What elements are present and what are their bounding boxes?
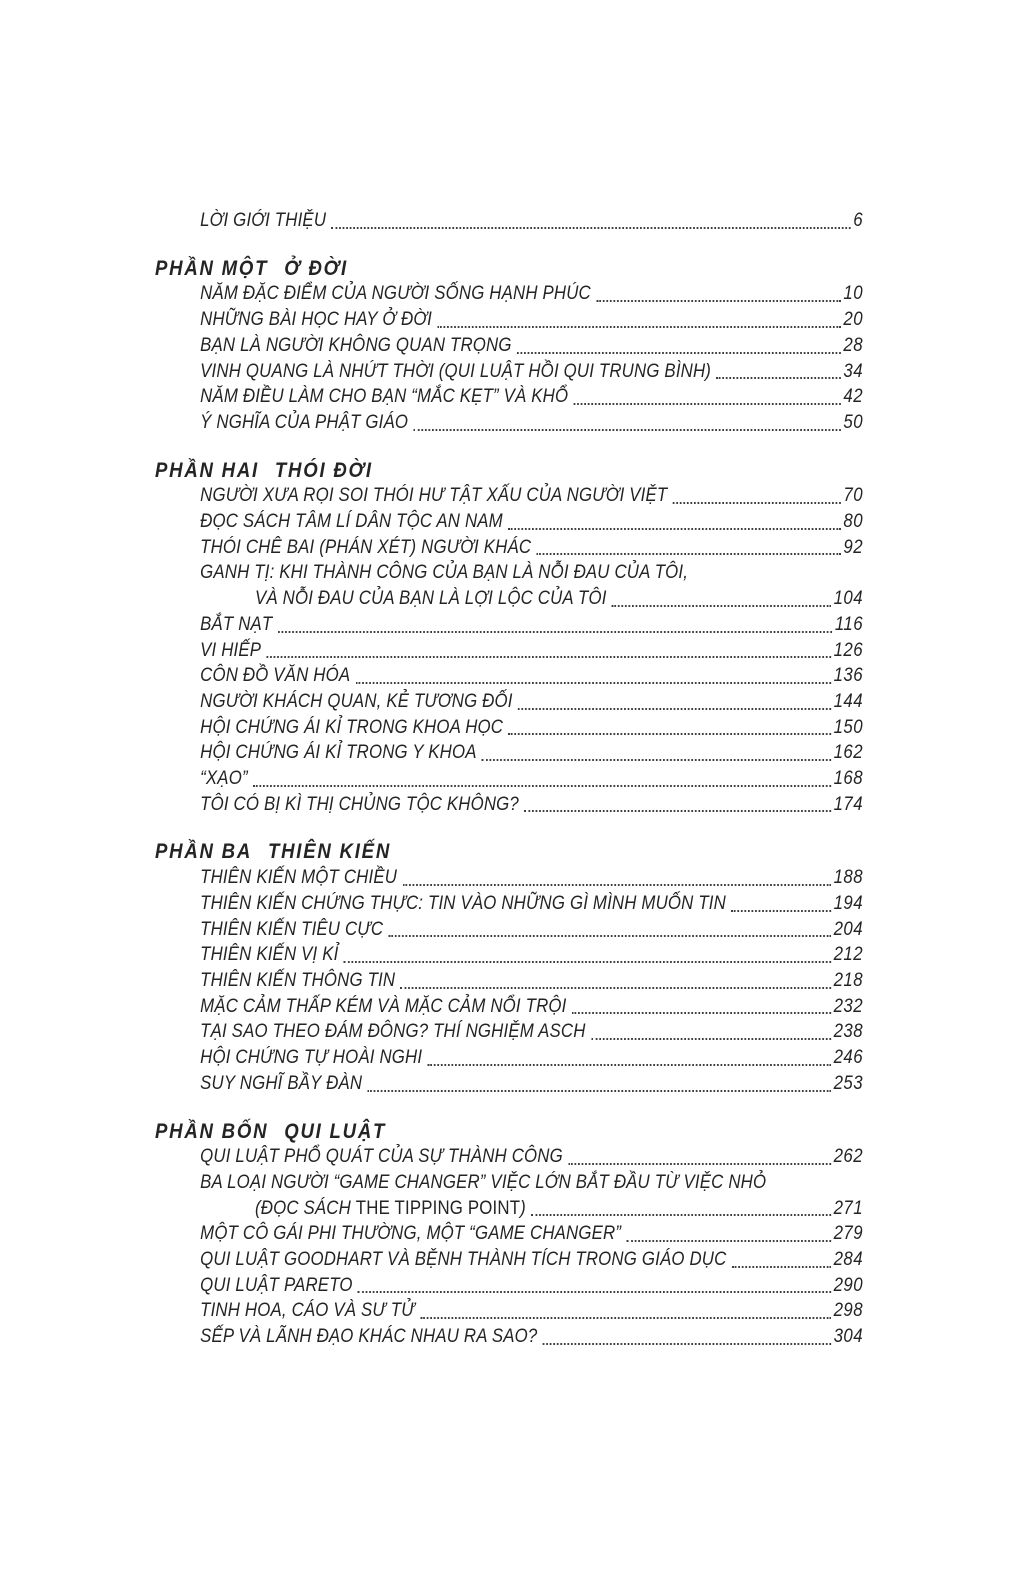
dot-leader (626, 1240, 831, 1242)
dot-leader (413, 429, 840, 431)
toc-entry-row (200, 410, 863, 436)
entry-title: HỘI CHỨNG TỰ HOÀI NGHI (200, 1047, 423, 1069)
page-number: 262 (833, 1146, 863, 1168)
page-number: 194 (833, 892, 863, 914)
page-number: 126 (833, 639, 863, 661)
toc-entry-row (200, 865, 863, 891)
entry-title: MỘT CÔ GÁI PHI THƯỜNG, MỘT “GAME CHANGER” (200, 1223, 622, 1245)
toc-entry-row (200, 384, 863, 410)
entry-title (255, 1196, 526, 1222)
entry-title: VI HIẾP (200, 639, 262, 661)
toc-entry-row (200, 891, 863, 917)
toc-entry-row (200, 509, 863, 535)
toc-entry-row (200, 942, 863, 968)
entry-title: THIÊN KIẾN VỊ KỈ (200, 944, 339, 966)
toc-entry-row (200, 994, 863, 1020)
entry-title: THIÊN KIẾN TIÊU CỰC (200, 918, 384, 940)
entry-title-segment: ) (520, 1197, 526, 1219)
entry-title: LỜI GIỚI THIỆU (200, 210, 327, 231)
entry-title: THIÊN KIẾN THÔNG TIN (200, 969, 396, 991)
entry-title: TÔI CÓ BỊ KÌ THỊ CHỦNG TỘC KHÔNG? (200, 793, 519, 815)
entry-continuation-line (200, 560, 863, 586)
frontmatter-block (200, 208, 863, 234)
toc-entry-row (200, 1144, 863, 1170)
section (155, 839, 863, 1096)
entry-title: QUI LUẬT PHỔ QUÁT CỦA SỰ THÀNH CÔNG (200, 1146, 563, 1168)
dot-leader (732, 1266, 831, 1268)
dot-leader (367, 1090, 831, 1092)
section-entries (200, 281, 863, 435)
page-number: 218 (833, 969, 863, 991)
section-title-label: THIÊN KIẾN (267, 840, 392, 864)
toc-entry-row (255, 1196, 863, 1222)
toc-entry-row (200, 208, 863, 234)
page-number: 10 (843, 283, 863, 305)
section (155, 458, 863, 818)
dot-leader (331, 227, 850, 229)
page-number: 204 (833, 918, 863, 940)
dot-leader (536, 553, 840, 555)
section-part-label: PHẦN BỐN (155, 1119, 269, 1143)
section-part-label: PHẦN HAI (155, 458, 260, 482)
dot-leader (388, 935, 831, 937)
section-title-label: QUI LUẬT (284, 1119, 387, 1143)
toc-entry-row (200, 917, 863, 943)
dot-leader (508, 733, 831, 735)
page-number: 150 (833, 716, 863, 738)
toc-entry-row (200, 1019, 863, 1045)
toc-entry-row (200, 535, 863, 561)
dot-leader (612, 605, 831, 607)
toc-entry-row (200, 968, 863, 994)
page-number: 253 (833, 1072, 863, 1094)
page-number: 174 (833, 793, 863, 815)
page-number: 162 (833, 742, 863, 764)
page-number: 212 (833, 944, 863, 966)
toc-entry-row (200, 663, 863, 689)
toc-entry-row (200, 1273, 863, 1299)
page-number: 20 (843, 309, 863, 331)
entry-title: THÓI CHÊ BAI (PHÁN XÉT) NGƯỜI KHÁC (200, 536, 532, 558)
dot-leader (508, 528, 841, 530)
dot-leader (420, 1317, 831, 1319)
section (155, 256, 863, 436)
entry-title: NGƯỜI KHÁCH QUAN, KẺ TƯƠNG ĐỐI (200, 690, 513, 712)
dot-leader (572, 1012, 831, 1014)
entry-title: HỘI CHỨNG ÁI KỈ TRONG Y KHOA (200, 742, 477, 764)
entry-title: NHỮNG BÀI HỌC HAY Ở ĐỜI (200, 309, 433, 331)
entry-title: CÔN ĐỒ VĂN HÓA (200, 665, 351, 687)
section-entries (200, 483, 863, 817)
dot-leader (591, 1038, 831, 1040)
entry-title: THIÊN KIẾN MỘT CHIỀU (200, 867, 398, 889)
toc-entry-row (200, 1247, 863, 1273)
page-number: 232 (833, 995, 863, 1017)
toc-entry-row (200, 281, 863, 307)
section-title-label: Ở ĐỜI (284, 256, 348, 280)
dot-leader (716, 377, 840, 379)
dot-leader (524, 810, 831, 812)
page-number: 271 (833, 1197, 863, 1219)
dot-leader (402, 884, 831, 886)
section (155, 1119, 863, 1350)
entry-title: NĂM ĐIỀU LÀM CHO BẠN “MẮC KẸT” VÀ KHỔ (200, 386, 569, 408)
page-number: 238 (833, 1021, 863, 1043)
page-number: 6 (853, 210, 863, 231)
entry-title: VÀ NỖI ĐAU CỦA BẠN LÀ LỢI LỘC CỦA TÔI (255, 588, 607, 610)
toc-entry-row (200, 483, 863, 509)
dot-leader (266, 656, 830, 658)
toc-entry-row (200, 1071, 863, 1097)
toc-entry-row (200, 1324, 863, 1350)
section-entries (200, 1144, 863, 1350)
dot-leader (518, 708, 831, 710)
toc-entry-row (200, 359, 863, 385)
entry-title: SUY NGHĨ BẦY ĐÀN (200, 1072, 363, 1094)
dot-leader (253, 785, 831, 787)
section-part-label: PHẦN MỘT (155, 256, 269, 280)
entry-title: NGƯỜI XƯA RỌI SOI THÓI HƯ TẬT XẤU CỦA NGƯỜI VIỆT (200, 485, 668, 507)
toc-entry-row (200, 766, 863, 792)
toc-entry-row (200, 1298, 863, 1324)
page-number: 284 (833, 1249, 863, 1271)
page-number: 42 (843, 386, 863, 408)
entry-title: QUI LUẬT PARETO (200, 1274, 353, 1296)
page-number: 80 (843, 511, 863, 533)
page-number: 246 (833, 1047, 863, 1069)
page-number: 290 (833, 1274, 863, 1296)
entry-title-segment: THE TIPPING POINT (355, 1197, 521, 1219)
page-number: 136 (833, 665, 863, 687)
page-number: 304 (833, 1326, 863, 1348)
toc-entry-row (200, 1045, 863, 1071)
toc-entry-row (200, 1221, 863, 1247)
entry-title: GANH TỊ: KHI THÀNH CÔNG CỦA BẠN LÀ NỖI ĐAU CỦA TÔI, (200, 562, 689, 584)
entry-continuation-line (200, 1170, 863, 1196)
page-number: 104 (833, 588, 863, 610)
section-header (155, 839, 863, 865)
dot-leader (482, 759, 831, 761)
page-number: 298 (833, 1300, 863, 1322)
dot-leader (731, 910, 831, 912)
page-number: 144 (833, 690, 863, 712)
dot-leader (428, 1064, 831, 1066)
entry-title: HỘI CHỨNG ÁI KỈ TRONG KHOA HỌC (200, 716, 504, 738)
section-header (155, 256, 863, 282)
entry-title: TINH HOA, CÁO VÀ SƯ TỬ (200, 1300, 415, 1322)
page-number: 28 (843, 334, 863, 356)
entry-title: Ý NGHĨA CỦA PHẬT GIÁO (200, 411, 409, 433)
page-number: 34 (843, 360, 863, 382)
toc-entry-row (200, 715, 863, 741)
section-header (155, 458, 863, 484)
entry-title-segment: (ĐỌC SÁCH (255, 1197, 356, 1219)
dot-leader (568, 1163, 831, 1165)
page-number: 279 (833, 1223, 863, 1245)
toc-entry-row (200, 740, 863, 766)
dot-leader (344, 961, 831, 963)
dot-leader (673, 502, 841, 504)
page-number: 50 (843, 411, 863, 433)
page-number: 92 (843, 536, 863, 558)
dot-leader (574, 403, 841, 405)
toc-entry-row (200, 307, 863, 333)
entry-title: MẶC CẢM THẤP KÉM VÀ MẶC CẢM NỔI TRỘI (200, 995, 567, 1017)
page-number: 116 (834, 613, 863, 635)
entry-title: VINH QUANG LÀ NHỨT THỜI (QUI LUẬT HỒI QUI TRUNG BÌNH) (200, 360, 712, 382)
entry-title: THIÊN KIẾN CHỨNG THỰC: TIN VÀO NHỮNG GÌ MÌNH MUỐN TIN (200, 892, 726, 914)
page-number: 168 (833, 768, 863, 790)
toc-entry-row (200, 612, 863, 638)
entry-title: “XẠO” (200, 768, 248, 790)
entry-title: ĐỌC SÁCH TÂM LÍ DÂN TỘC AN NAM (200, 511, 503, 533)
dot-leader (596, 300, 841, 302)
toc-entry-row (200, 333, 863, 359)
entry-title: NĂM ĐẶC ĐIỂM CỦA NGƯỜI SỐNG HẠNH PHÚC (200, 283, 591, 305)
section-title-label: THÓI ĐỜI (274, 458, 373, 482)
entry-title: SẾP VÀ LÃNH ĐẠO KHÁC NHAU RA SAO? (200, 1326, 538, 1348)
dot-leader (358, 1291, 831, 1293)
toc-entry-row (200, 638, 863, 664)
section-header (155, 1119, 863, 1145)
dot-leader (543, 1343, 831, 1345)
dot-leader (278, 631, 833, 633)
toc-entry-row (200, 792, 863, 818)
toc-entry-row (200, 689, 863, 715)
dot-leader (356, 682, 831, 684)
entry-title: BA LOẠI NGƯỜI “GAME CHANGER” VIỆC LỚN BẮT ĐẦU TỪ VIỆC NHỎ (200, 1171, 767, 1193)
section-entries (200, 865, 863, 1096)
dot-leader (517, 352, 841, 354)
dot-leader (401, 987, 831, 989)
dot-leader (531, 1214, 831, 1216)
page-number: 188 (833, 867, 863, 889)
toc-content (155, 208, 863, 1350)
entry-title: TẠI SAO THEO ĐÁM ĐÔNG? THÍ NGHIỆM ASCH (200, 1021, 586, 1043)
toc-entry-row (255, 586, 863, 612)
entry-title: BẮT NẠT (200, 613, 273, 635)
page-number: 70 (843, 485, 863, 507)
dot-leader (437, 326, 840, 328)
entry-title: QUI LUẬT GOODHART VÀ BỆNH THÀNH TÍCH TRONG GIÁO DỤC (200, 1249, 727, 1271)
entry-title: BẠN LÀ NGƯỜI KHÔNG QUAN TRỌNG (200, 334, 512, 356)
section-part-label: PHẦN BA (155, 840, 253, 864)
